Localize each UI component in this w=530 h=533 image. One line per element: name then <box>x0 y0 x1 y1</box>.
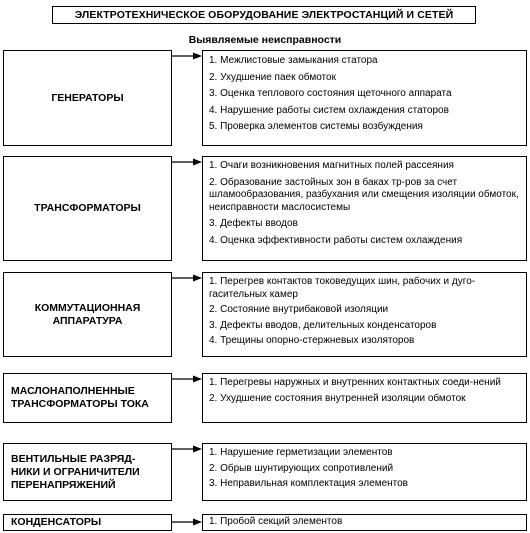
diagram-title: ЭЛЕКТРОТЕХНИЧЕСКОЕ ОБОРУДОВАНИЕ ЭЛЕКТРОСТАНЦИЙ И СЕТЕЙ <box>52 6 476 24</box>
equipment-label: КОНДЕНСАТОРЫ <box>11 516 102 528</box>
equipment-box-capacitors <box>3 514 172 531</box>
defect-item: 2. Состояние внутрибаковой изоляции <box>209 304 389 315</box>
defect-item: 1. Пробой секций элементов <box>209 516 343 527</box>
equipment-box-current-transformers <box>3 373 172 423</box>
defect-item: 5. Проверка элементов системы возбуждения <box>209 121 423 132</box>
arrow-icon <box>172 273 202 283</box>
defect-item: 1. Нарушение герметизации элементов <box>209 447 393 458</box>
arrow-icon <box>172 374 202 384</box>
equipment-label: КОММУТАЦИОННАЯ АППАРАТУРА <box>34 301 141 327</box>
arrow-icon <box>172 517 202 527</box>
arrow-icon <box>172 444 202 454</box>
equipment-label: ВЕНТИЛЬНЫЕ РАЗРЯД-НИКИ И ОГРАНИЧИТЕЛИ ПЕРЕНАПРЯЖЕНИЙ <box>11 452 140 491</box>
defects-list-surge-arresters <box>202 443 527 501</box>
equipment-box-surge-arresters <box>3 443 172 501</box>
defect-item: 1. Межлистовые замыкания статора <box>209 55 378 66</box>
defect-item: 2. Ухудшение состояния внутренней изоляции обмоток <box>209 392 466 404</box>
equipment-label: ТРАНСФОРМАТОРЫ <box>34 202 141 214</box>
equipment-label: ГЕНЕРАТОРЫ <box>51 91 124 104</box>
defect-item: 3. Неправильная комплектация элементов <box>209 478 408 489</box>
defect-item: 2. Обрыв шунтирующих сопротивлений <box>209 462 394 474</box>
defect-item: 4. Трещины опорно-стержневых изоляторов <box>209 335 415 346</box>
equipment-box-switchgear <box>3 272 172 357</box>
defect-item: 4. Нарушение работы систем охлаждения статоров <box>209 104 449 116</box>
defects-list-current-transformers <box>202 373 527 423</box>
defects-list-capacitors <box>202 514 527 531</box>
defect-item: 1. Перегревы наружных и внутренних контактных соеди-нений <box>209 377 501 388</box>
defect-item: 3. Дефекты вводов <box>209 218 298 229</box>
defect-item: 4. Оценка эффективности работы систем охлаждения <box>209 234 463 246</box>
defect-item: 3. Дефекты вводов, делительных конденсаторов <box>209 319 437 331</box>
defect-item: 2. Ухудшение паек обмоток <box>209 71 336 83</box>
arrow-icon <box>172 157 202 167</box>
defects-list-switchgear <box>202 272 527 357</box>
defect-item: 1. Очаги возникновения магнитных полей рассеяния <box>209 160 454 171</box>
defect-item: 2. Образование застойных зон в баках тр-ров за счет шламообразования, разбухания или смещения изоляции обмоток, неисправности маслосистемы <box>209 176 519 213</box>
equipment-label: МАСЛОНАПОЛНЕННЫЕ ТРАНСФОРМАТОРЫ ТОКА <box>11 385 149 410</box>
defects-list-generators <box>202 50 527 146</box>
defect-item: 1. Перегрев контактов токоведущих шин, рабочих и дуго-гасительных камер <box>209 276 476 300</box>
defects-list-transformers <box>202 156 527 261</box>
arrow-icon <box>172 51 202 61</box>
equipment-box-generators <box>3 50 172 146</box>
defect-item: 3. Оценка теплового состояния щеточного аппарата <box>209 88 452 99</box>
equipment-box-transformers <box>3 156 172 261</box>
diagram-subtitle: Выявляемые неисправности <box>188 34 342 46</box>
